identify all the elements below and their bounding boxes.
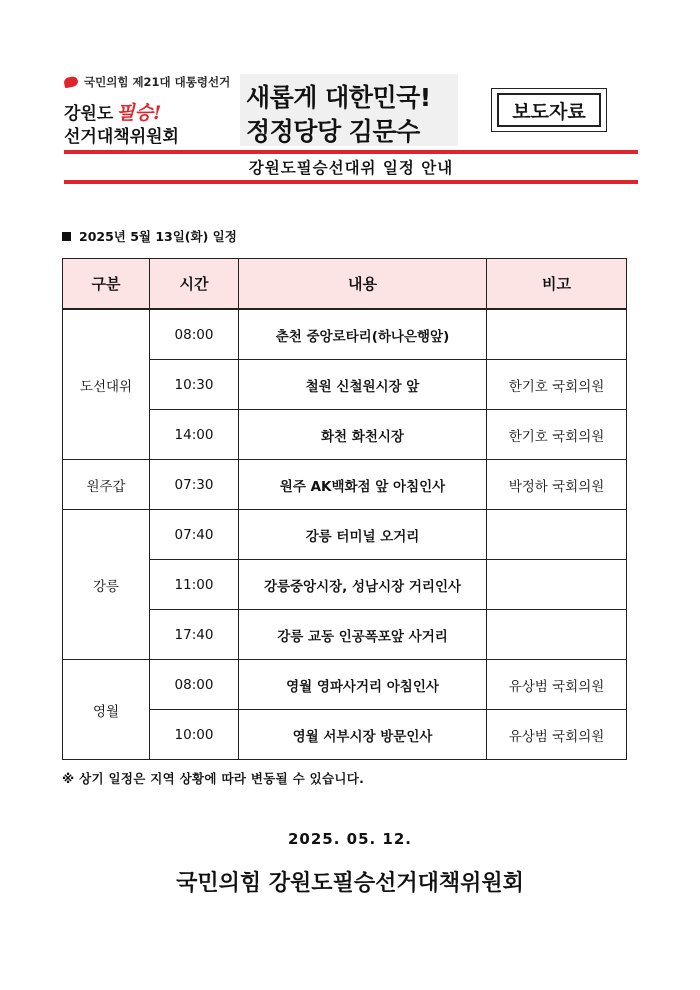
banner-bottom-rule: [64, 180, 638, 184]
footnote: ※ 상기 일정은 지역 상황에 따라 변동될 수 있습니다.: [62, 771, 365, 786]
banner-top-rule: [64, 150, 638, 154]
content-cell: 강릉중앙시장, 성남시장 거리인사: [239, 560, 487, 610]
content-cell: 영월 서부시장 방문인사: [239, 710, 487, 760]
region-cell: 도선대위: [63, 309, 150, 460]
content-cell: 강릉 교동 인공폭포앞 사거리: [239, 610, 487, 660]
issue-date: 2025. 05. 12.: [287, 830, 413, 848]
party-logo: [64, 74, 239, 146]
content-cell: 화천 화천시장: [239, 410, 487, 460]
time-cell: 10:30: [150, 360, 239, 410]
note-cell: [487, 560, 627, 610]
content-cell: 춘천 중앙로타리(하나은행앞): [239, 309, 487, 360]
time-cell: 11:00: [150, 560, 239, 610]
table-row: [63, 460, 627, 510]
schedule-date-line: [62, 227, 237, 245]
time-cell: 10:00: [150, 710, 239, 760]
table-row: [63, 309, 627, 360]
logo-line-2: [64, 98, 161, 125]
note-cell: [487, 610, 627, 660]
table-row: [63, 510, 627, 560]
header-remarks: 비고: [487, 259, 627, 310]
press-release-badge: [491, 88, 607, 132]
time-cell: 07:40: [150, 510, 239, 560]
party-election-line: 국민의힘 제21대 대통령선거: [84, 75, 231, 89]
content-cell: 강릉 터미널 오거리: [239, 510, 487, 560]
region-cell: 강릉: [63, 510, 150, 660]
press-release-label: 보도자료: [497, 93, 601, 127]
header-content: 내용: [239, 259, 487, 310]
note-cell: 박정하 국회의원: [487, 460, 627, 510]
header-time: 시간: [150, 259, 239, 310]
time-cell: 14:00: [150, 410, 239, 460]
note-cell: 유상범 국회의원: [487, 710, 627, 760]
header-category: 구분: [63, 259, 150, 310]
square-bullet-icon: [62, 232, 71, 241]
logo-accent: 필승!: [116, 102, 162, 124]
slogan-line-2: 정정당당 김문수: [246, 117, 420, 146]
content-cell: 영월 영파사거리 아침인사: [239, 660, 487, 710]
banner-title: 강원도필승선대위 일정 안내: [248, 159, 454, 177]
logo-province: 강원도: [64, 104, 114, 124]
slogan-box: [240, 74, 458, 146]
note-cell: 유상범 국회의원: [487, 660, 627, 710]
time-cell: 07:30: [150, 460, 239, 510]
party-logo-mark-icon: [63, 76, 79, 89]
note-cell: [487, 309, 627, 360]
content-cell: 원주 AK백화점 앞 아침인사: [239, 460, 487, 510]
table-row: [63, 660, 627, 710]
logo-committee: 선거대책위원회: [64, 127, 179, 147]
time-cell: 08:00: [150, 309, 239, 360]
content-cell: 철원 신철원시장 앞: [239, 360, 487, 410]
issuer-name: 국민의힘 강원도필승선거대책위원회: [176, 871, 524, 896]
note-cell: [487, 510, 627, 560]
note-cell: 한기호 국회의원: [487, 410, 627, 460]
time-cell: 17:40: [150, 610, 239, 660]
schedule-date-text: 2025년 5월 13일(화) 일정: [79, 229, 237, 244]
time-cell: 08:00: [150, 660, 239, 710]
schedule-table: [62, 258, 627, 760]
region-cell: 영월: [63, 660, 150, 760]
table-header-row: [63, 259, 627, 310]
region-cell: 원주갑: [63, 460, 150, 510]
note-cell: 한기호 국회의원: [487, 360, 627, 410]
slogan-line-1: 새롭게 대한민국!: [246, 83, 431, 112]
